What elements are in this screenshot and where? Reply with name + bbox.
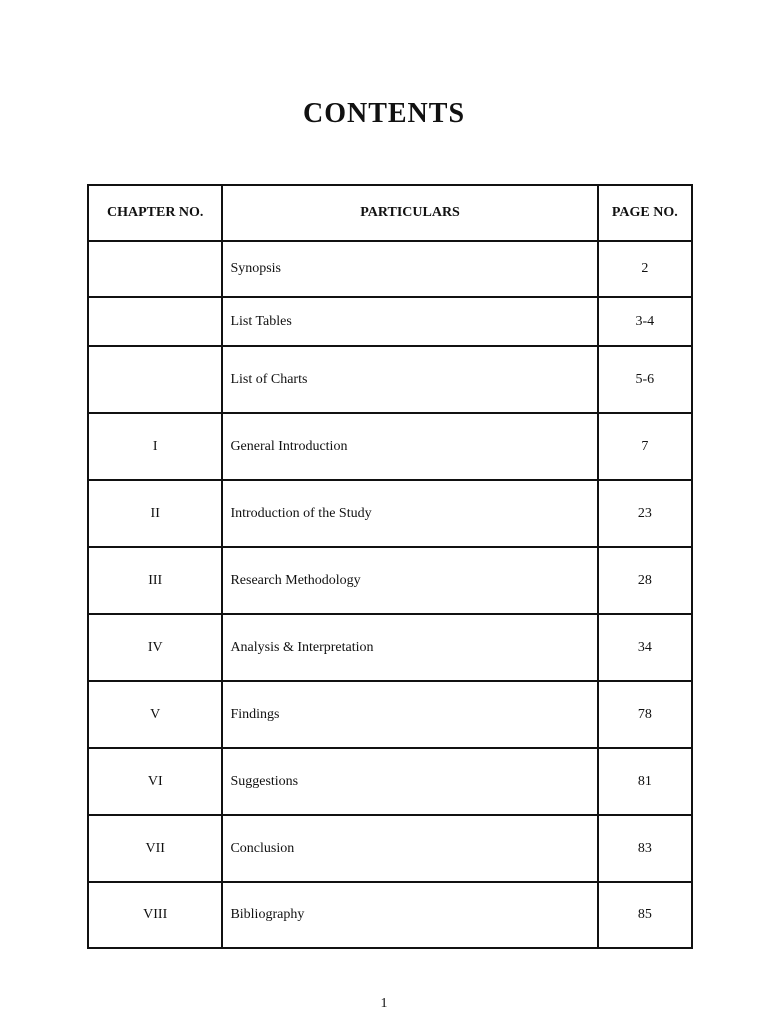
chapter-cell: II: [88, 480, 222, 547]
table-row: [88, 681, 692, 748]
chapter-cell: [88, 297, 222, 346]
page-cell: 7: [598, 413, 692, 480]
contents-table: [87, 184, 693, 949]
page-cell: 28: [598, 547, 692, 614]
table-row: [88, 547, 692, 614]
header-particulars: PARTICULARS: [222, 185, 597, 241]
table-row: [88, 614, 692, 681]
page-cell: 2: [598, 241, 692, 297]
particulars-cell: List of Charts: [222, 346, 597, 413]
header-chapter-no: CHAPTER NO.: [88, 185, 222, 241]
chapter-cell: IV: [88, 614, 222, 681]
table-header-row: [88, 185, 692, 241]
page-cell: 81: [598, 748, 692, 815]
table-row: [88, 241, 692, 297]
particulars-cell: Findings: [222, 681, 597, 748]
table-row: [88, 748, 692, 815]
table-row: [88, 297, 692, 346]
particulars-cell: List Tables: [222, 297, 597, 346]
page-cell: 5-6: [598, 346, 692, 413]
chapter-cell: [88, 241, 222, 297]
chapter-cell: V: [88, 681, 222, 748]
particulars-cell: Bibliography: [222, 882, 597, 948]
chapter-cell: I: [88, 413, 222, 480]
particulars-cell: Synopsis: [222, 241, 597, 297]
table-row: [88, 346, 692, 413]
page-cell: 34: [598, 614, 692, 681]
page-cell: 78: [598, 681, 692, 748]
page-cell: 23: [598, 480, 692, 547]
header-page-no: PAGE NO.: [598, 185, 692, 241]
chapter-cell: III: [88, 547, 222, 614]
particulars-cell: Introduction of the Study: [222, 480, 597, 547]
particulars-cell: Suggestions: [222, 748, 597, 815]
page-cell: 3-4: [598, 297, 692, 346]
page-title: CONTENTS: [302, 98, 466, 129]
page-number: 1: [380, 996, 388, 1011]
particulars-cell: Conclusion: [222, 815, 597, 882]
table-row: [88, 413, 692, 480]
particulars-cell: General Introduction: [222, 413, 597, 480]
page-cell: 85: [598, 882, 692, 948]
chapter-cell: VI: [88, 748, 222, 815]
chapter-cell: [88, 346, 222, 413]
particulars-cell: Research Methodology: [222, 547, 597, 614]
particulars-cell: Analysis & Interpretation: [222, 614, 597, 681]
chapter-cell: VII: [88, 815, 222, 882]
table-row: [88, 815, 692, 882]
page-cell: 83: [598, 815, 692, 882]
chapter-cell: VIII: [88, 882, 222, 948]
table-row: [88, 480, 692, 547]
table-row: [88, 882, 692, 948]
